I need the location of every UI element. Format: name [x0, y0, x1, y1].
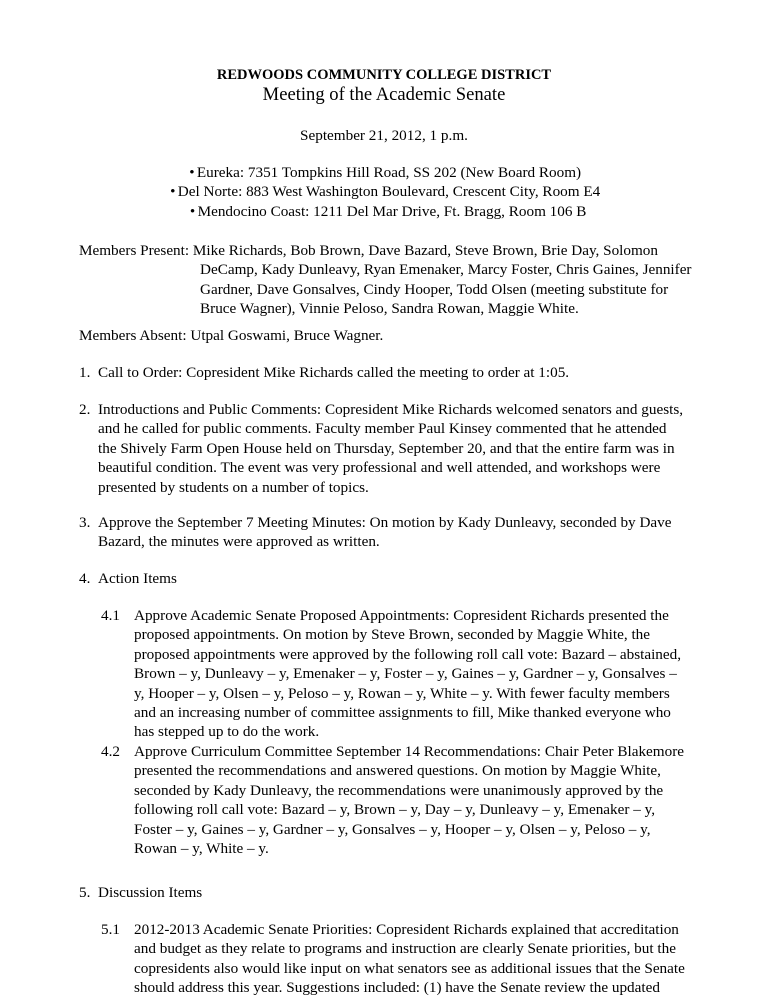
subitem-5-1: 5.1 2012-2013 Academic Senate Priorities: Copresident Richards explained that accreditation and budget as they relate to programs and instruction are clearly Senate priorities, but the copresidents also would like input on what senators see as additional issues that the Senate should address this year. Suggestions included: (1) have the Senate review the updated: [101, 921, 685, 997]
members-present-label: Members Present:: [79, 242, 190, 259]
agenda-item-introductions: 2. Introductions and Public Comments: Copresident Mike Richards welcomed senators and guests, and he called for public comments. Faculty member Paul Kinsey commented that he attended the Shively Farm Open House held on Thursday, September 20, and that the entire farm was in beautiful condition. The event was very professional and well attended, and workshops were presented by students on a number of topics.: [79, 401, 684, 496]
agenda-item-discussion-items: 5. Discussion Items: [79, 884, 203, 901]
members-absent: Members Absent: Utpal Goswami, Bruce Wagner.: [79, 327, 384, 344]
subitem-4-1: 4.1 Approve Academic Senate Proposed Appointments: Copresident Richards presented the proposed appointments. On motion by Steve Brown, seconded by Maggie White, the proposed appointments were approved by the following roll call vote: Bazard – abstained, Brown – y, Dunleavy – y, Emenaker – y, Foster – y, Gaines – y, Gardner – y, Gonsalves – y, Hooper – y, Olsen – y, Peloso – y, Rowan – y, White – y. With fewer faculty members and an increasing number of committee assignments to fill, Mike thanked everyone who has stepped up to do the work.: [101, 607, 682, 741]
location-item: • Mendocino Coast: 1211 Del Mar Drive, Ft. Bragg, Room 106 B: [0, 202, 768, 221]
subitem-4-2: 4.2 Approve Curriculum Committee September 14 Recommendations: Chair Peter Blakemore presented the recommendations and answered questions. On motion by Maggie White, seconded by Kady Dunleavy, the recommendations were unanimously approved by the following roll call vote: Bazard – y, Brown – y, Day – y, Dunleavy – y, Emenaker – y, Foster – y, Gaines – y, Gardner – y, Gonsalves – y, Hooper – y, Olsen – y, Peloso – y, Rowan – y, White – y.: [101, 743, 684, 858]
bullet-icon: •: [170, 183, 176, 201]
agenda-item-approve-minutes: 3. Approve the September 7 Meeting Minutes: On motion by Kady Dunleavy, seconded by Dave Bazard, the minutes were approved as written.: [79, 514, 672, 551]
organization-name: REDWOODS COMMUNITY COLLEGE DISTRICT: [216, 67, 552, 83]
meeting-title: Meeting of the Academic Senate: [262, 84, 506, 105]
bullet-icon: •: [189, 202, 196, 220]
location-item: • Del Norte: 883 West Washington Boulevard, Crescent City, Room E4: [0, 182, 768, 201]
members-present: Members Present: Mike Richards, Bob Brown, Dave Bazard, Steve Brown, Brie Day, Solomon DeCamp, Kady Dunleavy, Ryan Emenaker, Marcy Foster, Chris Gaines, Jennifer Gardner, Dave Gonsalves, Cindy Hooper, Todd Olsen (meeting substitute for Bruce Wagner), Vinnie Peloso, Sandra Rowan, Maggie White.: [79, 242, 692, 318]
meeting-date: September 21, 2012, 1 p.m.: [300, 127, 468, 144]
location-list: [0, 163, 768, 221]
agenda-item-call-to-order: 1. Call to Order: Copresident Mike Richards called the meeting to order at 1:05.: [79, 364, 570, 381]
agenda-item-action-items: 4. Action Items: [79, 570, 177, 587]
bullet-icon: •: [189, 164, 195, 181]
location-item: • Eureka: 7351 Tompkins Hill Road, SS 202 (New Board Room): [0, 163, 768, 182]
